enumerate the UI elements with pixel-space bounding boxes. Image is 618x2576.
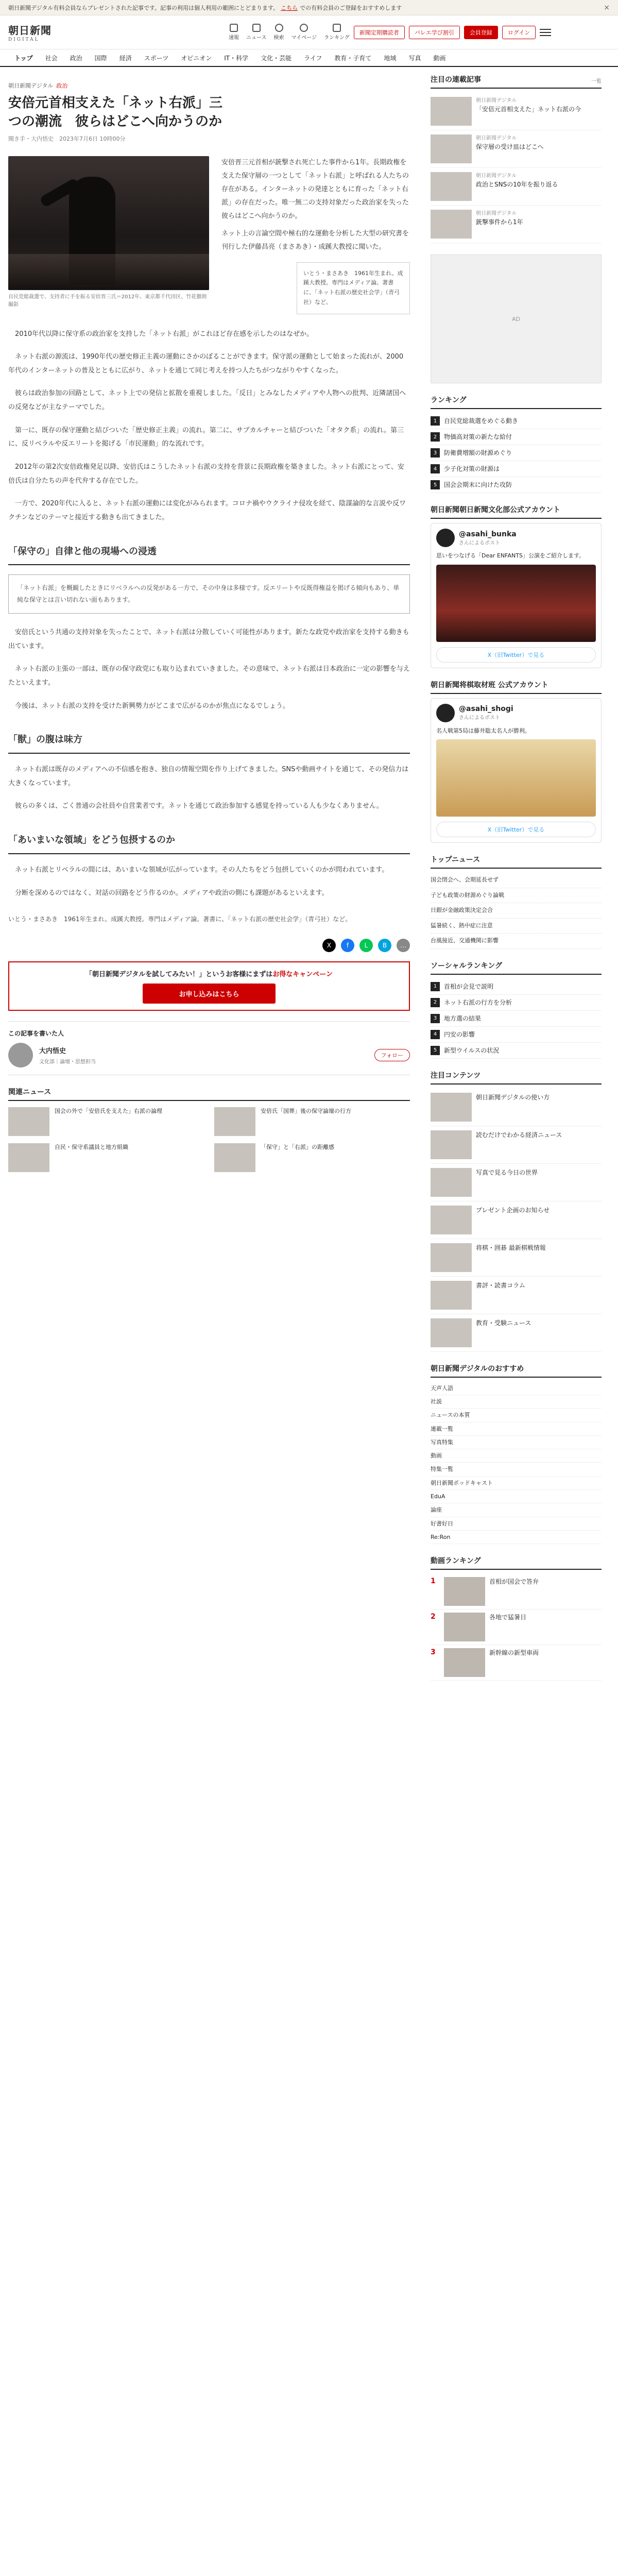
tweet-image[interactable] [436,565,596,642]
section-heading: 「あいまいな領域」をどう包摂するのか [8,831,410,854]
link-item[interactable]: 朝日新聞ポッドキャスト [431,1477,602,1490]
list-item[interactable]: 読むだけでわかる経済ニュース [431,1126,602,1164]
more-link[interactable]: 一覧 [591,79,602,84]
close-icon[interactable]: × [604,3,610,12]
gnav-top[interactable]: トップ [14,54,33,62]
thumbnail [431,210,472,239]
author-desc: 文化部｜論壇・思想担当 [39,1059,96,1065]
login-button[interactable]: ログイン [502,26,536,39]
link-item[interactable]: ニュースの本質 [431,1409,602,1422]
sidebar [431,74,602,1692]
twitter-section-title: 朝日新聞朝日新聞文化部公式アカウント [431,504,602,519]
thumbnail [431,97,472,126]
gnav-video[interactable]: 動画 [433,54,446,62]
quote-box: 「ネット右派」を概観したときにリベラルへの反発がある一方で、その中身は多様です。反エリートや反既得権益を掲げる傾向もあり、単純な保守とは言い切れない面もあります。 [8,574,410,614]
news-icon [252,24,261,32]
menu-icon[interactable] [540,27,551,38]
author-name[interactable]: 大内悟史 [39,1047,66,1056]
related-item[interactable]: 国会の外で「安倍氏を支えた」右派の論理 [8,1107,204,1136]
list-item[interactable]: 写真で見る今日の世界 [431,1164,602,1201]
nav-search[interactable]: 検索 [274,24,284,41]
clock-icon [230,24,238,32]
ranking-item[interactable]: 1 首相が国会で答弁 [431,1574,602,1609]
breadcrumb-home[interactable]: 朝日新聞デジタル [8,82,54,89]
profile-footer: いとう・まさあき 1961年生まれ。成蹊大教授。専門はメディア論。著書に、「ネット右派の歴史社会学」（青弓社）など。 [8,916,352,923]
avatar[interactable] [8,1043,33,1067]
lead-photo[interactable] [8,156,209,290]
ranking-item[interactable]: 3 地方選の結果 [431,1011,602,1027]
ranking-item[interactable]: 2 物価高対策の新たな給付 [431,429,602,445]
gnav-politics[interactable]: 政治 [70,54,82,62]
ranking-item[interactable]: 3 新幹線の新型車両 [431,1645,602,1681]
thumbnail [431,1243,472,1272]
list-item[interactable]: 将棋・囲碁 最新棋戦情報 [431,1239,602,1277]
photo-caption: 自民党総裁選で、支持者に手を振る安倍晋三氏＝2012年、東京都千代田区、竹花徹朗撮影 [8,294,207,308]
ranking-item[interactable]: 4 少子化対策の財源は [431,461,602,477]
link-item[interactable]: 論座 [431,1503,602,1517]
thumbnail [444,1577,485,1606]
gnav-region[interactable]: 地域 [384,54,397,62]
gift-notice-text: 朝日新聞デジタル有料会員ならプレゼントされた記事です。記事の利用は個人利用の範囲にとどまります。 こちら での有料会員のご登録をおすすめします [8,4,402,11]
thumbnail [8,1107,49,1136]
twitter-embed: @asahi_bunka さんによるポスト 思いをつなげる「Dear ENFANTS」公演をご紹介します。 X（旧Twitter）で見る [431,523,602,668]
facebook-share-icon[interactable]: f [341,939,354,952]
list-item[interactable]: 教育・受験ニュース [431,1314,602,1352]
ranking-item[interactable]: 1 首相が会見で説明 [431,979,602,995]
ranking-item[interactable]: 5 新型ウイルスの状況 [431,1043,602,1059]
crown-icon [333,24,341,32]
link-item[interactable]: 動画 [431,1449,602,1463]
thumbnail [444,1648,485,1677]
video-ranking-section: 動画ランキング 1 首相が国会で答弁 2 各地で猛暑日 3 新幹線の新型車両 [431,1555,602,1681]
site-header [0,15,618,49]
gnav-opinion[interactable]: オピニオン [181,54,212,62]
ranking-item[interactable]: 5 国会会期末に向けた攻防 [431,477,602,493]
avatar[interactable] [436,704,455,722]
list-item[interactable]: 台風接近、交通機関に影響 [431,934,602,949]
tweet-image[interactable] [436,739,596,817]
thumbnail [431,1318,472,1347]
article-byline: 聞き手・大内悟史 2023年7月6日 10時00分 [8,135,126,142]
twitter-embed-2: @asahi_shogi さんによるポスト 名人戦第5局は藤井聡太名人が勝利。 X（旧Twitter）で見る [431,698,602,843]
gift-notice-bar [0,0,618,15]
gift-notice-link[interactable]: こちら [281,4,298,11]
promo-box [8,961,410,1011]
discount-button[interactable]: バレエ学び割引 [409,26,460,39]
list-item[interactable]: 朝日新聞デジタル 政治とSNSの10年を振り返る [431,168,602,206]
ranking-item[interactable]: 2 各地で猛暑日 [431,1609,602,1645]
thumbnail [431,134,472,163]
related-title: 関連ニュース [8,1087,410,1101]
list-item[interactable]: 朝日新聞デジタル 「安倍元首相支えた」ネット右派の今 [431,93,602,130]
link-item[interactable]: 連載一覧 [431,1422,602,1436]
thumbnail [8,1143,49,1172]
thumbnail [431,1206,472,1234]
thumbnail [431,1093,472,1122]
list-item[interactable]: 国会閉会へ、会期延長せず [431,873,602,888]
link-item[interactable]: 天声人語 [431,1382,602,1395]
avatar[interactable] [436,529,455,547]
list-item[interactable]: 朝日新聞デジタル 保守層の受け皿はどこへ [431,130,602,168]
global-nav [0,49,618,67]
link-item[interactable]: 社説 [431,1395,602,1409]
breadcrumb-category[interactable]: 政治 [56,82,68,89]
gnav-society[interactable]: 社会 [45,54,58,62]
list-item[interactable]: プレゼント企画のお知らせ [431,1201,602,1239]
thumbnail [444,1613,485,1641]
promo-text: 「朝日新聞デジタルを試してみたい！」というお客様にまずはお得なキャンペーン [85,971,333,979]
links-section: 朝日新聞デジタルのおすすめ 天声人語 社説 ニュースの本質 連載一覧 写真特集 動画 特集一覧 朝日新聞ポッドキャスト EduA 論座 好書好日 Re:Ron [431,1363,602,1545]
ranking-item[interactable]: 4 円安の影響 [431,1027,602,1043]
link-item[interactable]: 好書好日 [431,1517,602,1531]
thumbnail [431,1281,472,1310]
section-heading: 「獣」の腹は味方 [8,731,410,754]
related-item[interactable]: 「保守」と「右派」の距離感 [214,1143,410,1172]
nav-ranking[interactable]: ランキング [324,24,350,41]
more-share-icon[interactable]: … [397,939,410,952]
link-item[interactable]: Re:Ron [431,1531,602,1544]
gnav-culture[interactable]: 文化・芸能 [261,54,292,62]
gnav-education[interactable]: 教育・子育て [334,54,372,62]
list-item[interactable]: 猛暑続く、熱中症に注意 [431,919,602,934]
site-logo[interactable]: 朝日新聞 DIGITAL [8,24,52,42]
link-item[interactable]: EduA [431,1490,602,1503]
list-item[interactable]: 書評・読書コラム [431,1277,602,1314]
register-button[interactable]: 会員登録 [464,26,498,39]
promo-button[interactable]: お申し込みはこちら [143,984,275,1004]
breadcrumb [8,81,410,90]
related-news [8,1087,410,1172]
social-ranking-section: ソーシャルランキング 1 首相が会見で説明 2 ネット右派の行方を分析 3 地方選の結果 4 円安の影響 5 新型ウイルスの状況 [431,960,602,1059]
section-heading: 「保守の」自律と他の現場への浸透 [8,543,410,566]
thumbnail [214,1107,255,1136]
link-item[interactable]: 特集一覧 [431,1463,602,1476]
author-label: この記事を書いた人 [8,1030,64,1038]
ranking-item[interactable]: 1 自民党総裁選をめぐる動き [431,413,602,429]
twitter2-section-title: 朝日新聞将棋取材班 公式アカウント [431,680,602,694]
link-item[interactable]: 写真特集 [431,1436,602,1449]
gnav-science[interactable]: IT・科学 [224,54,249,62]
thumbnail [214,1143,255,1172]
search-icon [275,24,283,32]
author-box [8,1021,410,1075]
ad-slot[interactable]: AD [431,255,602,383]
top-news-section: トップニュース 国会閉会へ、会期延長せず 子ども政策の財源めぐり論戦 日銀が金融政策決定会合 猛暑続く、熱中症に注意 台風接近、交通機関に影響 [431,854,602,949]
lead-text: 安倍晋三元首相が銃撃され死亡した事件から1年。長期政権を支えた保守層の一つとして「ネット右派」と呼ばれる人たちの存在がある。インターネットの発達とともに育った「ネット右派」の存在だった。唯一無二の支持対象だった政治家を失った彼らはどこへ向かうのか。 ネット上の言論空間や極右的な運動を分析した大型の研究書を刊行した伊藤昌亮（まさあき）・成蹊大教授に聞いた。 いとう・まさあき 1961年生まれ。成蹊大教授。専門はメディア論。著書に、「ネット右派の歴史社会学」（青弓社）など。 [221,156,410,314]
ranking-item[interactable]: 2 ネット右派の行方を分析 [431,995,602,1011]
thumbnail [431,1168,472,1197]
view-on-x-button[interactable]: X（旧Twitter）で見る [436,647,596,663]
list-item[interactable]: 朝日新聞デジタルの使い方 [431,1089,602,1126]
list-item[interactable]: 朝日新聞デジタル 銃撃事件から1年 [431,206,602,243]
ranking-section: ランキング 1 自民党総裁選をめぐる動き 2 物価高対策の新たな給付 3 防衛費増額の財源めぐり 4 少子化対策の財源は 5 国会会期末に向けた攻防 [431,395,602,493]
nav-mypage[interactable]: マイページ [291,24,317,41]
related-item[interactable]: 安倍氏「国葬」後の保守論壇の行方 [214,1107,410,1136]
article-main [8,74,431,1692]
follow-button[interactable]: フォロー [374,1049,410,1061]
header-nav [229,24,350,41]
list-item[interactable]: 日銀が金融政策決定会合 [431,903,602,919]
share-bar [8,939,410,952]
thumbnail [431,172,472,201]
profile-box: いとう・まさあき 1961年生まれ。成蹊大教授。専門はメディア論。著書に、「ネット右派の歴史社会学」（青弓社）など。 [297,262,410,314]
subscriber-button[interactable]: 新聞定期購読者 [354,26,405,39]
article-body: 2010年代以降に保守系の政治家を支持した「ネット右派」がこれほど存在感を示したのはなぜか。 ネット右派の源流は、1990年代の歴史修正主義の運動にさかのぼることができます。保守派の運動として始まった流れが、2000年代のインターネットの普及とともに広がり、ネットを通じて同じ考えを持つ人たちがつながりやすくなった。 彼らは政治参加の回路として、ネット上での発信と拡散を重視しました。「反日」とみなしたメディアや人物への批判、近隣諸国への反発などが主なテーマでした。 第一に、既存の保守運動と結びついた「歴史修正主義」の流れ。第二に、サブカルチャーと結びついた「オタク系」の流れ。第三に、反リベラルや反エリートを掲げる「市民運動」的な流れです。 2012年の第2次安倍政権発足以降、安倍氏はこうしたネット右派の支持を背景に長期政権を築きました。ネット右派にとって、安倍氏は自分たちの声を代弁する存在でした。 一方で、2020年代に入ると、ネット右派の運動には変化がみられます。コロナ禍やウクライナ侵攻を経て、陰謀論的な言説や反ワクチンなどのテーマと接近する動きも出てきました。 「保守の」自律と他の現場への浸透 「ネット右派」を概観したときにリベラルへの反発がある一方で、その中身は多様です。反エリートや反既得権益を掲げる傾向もあり、単純な保守とは言い切れない面もあります。 安倍氏という共通の支持対象を失ったことで、ネット右派は分散していく可能性があります。新たな政党や政治家を支持する動きも出ています。 ネット右派の主張の一部は、既存の保守政党にも取り込まれていきました。その意味で、ネット右派は日本政治に一定の影響を与えたといえます。 今後は、ネット右派の支持を受けた新興勢力がどこまで広がるのかが焦点になるでしょう。 「獣」の腹は味方 ネット右派は既存のメディアへの不信感を抱き、独自の情報空間を作り上げてきました。SNSや動画サイトを通じて、その発信力は大きくなっています。 彼らの多くは、ごく普通の会社員や自営業者です。ネットを通じて政治参加する感覚を持っている人も少なくありません。 「あいまいな領域」をどう包摂するのか ネット右派とリベラルの間には、あいまいな領域が広がっています。その人たちをどう包摂していくのかが問われています。 分断を深めるのではなく、対話の回路をどう作るのか。メディアや政治の側にも課題があるといえます。 [8,330,410,897]
nav-breaking[interactable]: 速報 [229,24,239,41]
article-title: 安倍元首相支えた「ネット右派」三つの潮流 彼らはどこへ向かうのか [8,95,223,130]
content-section: 注目コンテンツ 朝日新聞デジタルの使い方 読むだけでわかる経済ニュース 写真で見る今日の世界 プレゼント企画のお知らせ 将棋・囲碁 最新棋戦情報 書評・読書コラム 教育・受験ニュース [431,1070,602,1352]
attention-section: 注目の連載記事 一覧 朝日新聞デジタル 「安倍元首相支えた」ネット右派の今 朝日新聞デジタル 保守層の受け皿はどこへ 朝日新聞デジタル 政治とSNSの10年を振り返る 朝日新聞デジタル 銃撃事件から1年 [431,74,602,243]
list-item[interactable]: 子ども政策の財源めぐり論戦 [431,888,602,904]
hatena-share-icon[interactable]: B [378,939,391,952]
gnav-economy[interactable]: 経済 [119,54,132,62]
view-on-x-button[interactable]: X（旧Twitter）で見る [436,822,596,837]
gnav-photo[interactable]: 写真 [408,54,421,62]
gnav-world[interactable]: 国際 [94,54,107,62]
nav-news[interactable]: ニュース [246,24,267,41]
related-item[interactable]: 自民・保守系議員と地方組織 [8,1143,204,1172]
gnav-life[interactable]: ライフ [304,54,322,62]
gnav-sports[interactable]: スポーツ [144,54,169,62]
x-share-icon[interactable]: X [322,939,336,952]
line-share-icon[interactable]: L [359,939,373,952]
ranking-item[interactable]: 3 防衛費増額の財源めぐり [431,445,602,461]
user-icon [300,24,308,32]
thumbnail [431,1130,472,1159]
